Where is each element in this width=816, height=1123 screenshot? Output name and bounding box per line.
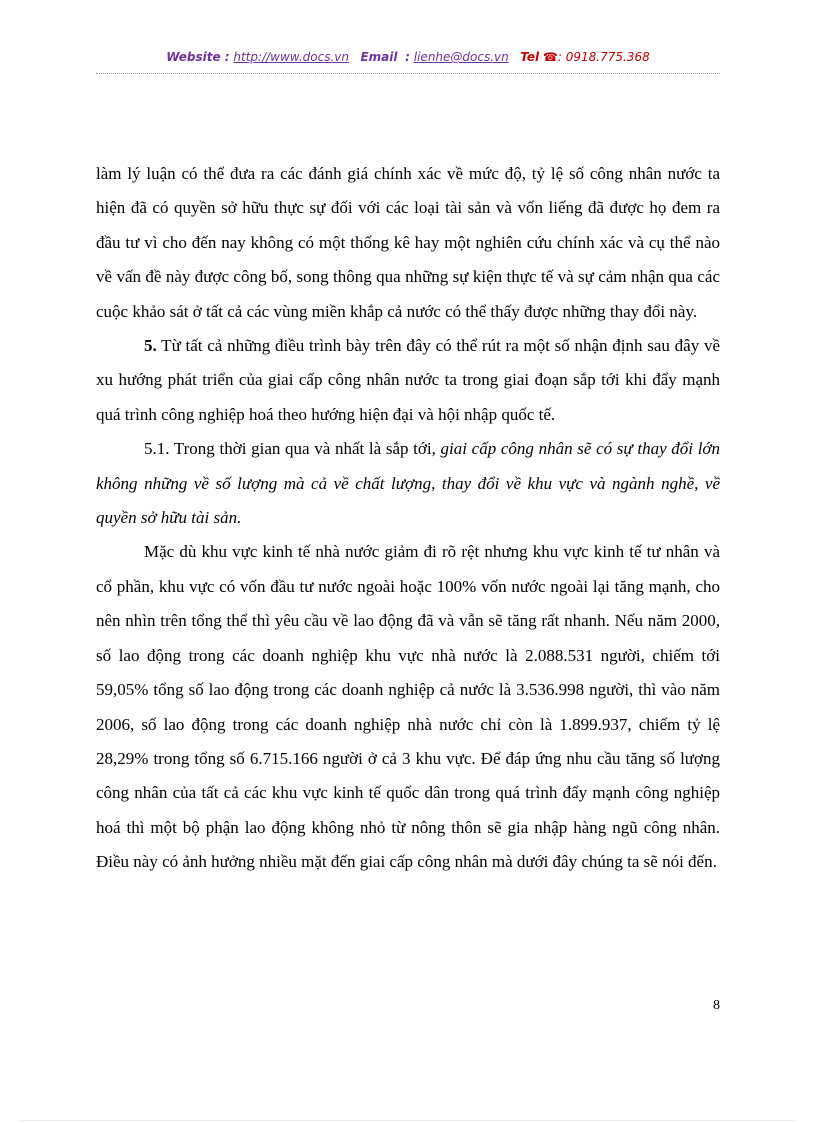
phone-icon: ☎ [542,50,558,64]
paragraph-3-prefix: 5.1. Trong thời gian qua và nhất là sắp tới, [144,439,441,459]
tel-label: Tel [520,50,540,64]
email-separator: : [405,50,410,64]
page-header [96,50,720,64]
paragraph-2 [96,329,720,432]
section-number: 5. [144,336,157,356]
document-body [96,157,720,880]
email-link[interactable]: lienhe@docs.vn [413,50,509,64]
website-link[interactable]: http://www.docs.vn [233,50,349,64]
paragraph-1: làm lý luận có thể đưa ra các đánh giá chính xác về mức độ, tỷ lệ số công nhân nước ta hiện đã có quyền sở hữu thực sự đối với các loại tài sản và vốn liếng đã được họ đem ra đầu tư vì cho đến nay không có một thống kê hay một nghiên cứu chính xác và cụ thể nào về vấn đề này được công bố, song thông qua những sự kiện thực tế và sự cảm nhận qua các cuộc khảo sát ở tất cả các vùng miền khắp cả nước có thể thấy được những thay đổi này. [96,164,720,321]
paragraph-4: Mặc dù khu vực kinh tế nhà nước giảm đi rõ rệt nhưng khu vực kinh tế tư nhân và cổ phần, khu vực có vốn đầu tư nước ngoài hoặc 100% vốn nước ngoài lại tăng mạnh, cho nên nhìn trên tổng thể thì yêu cầu về lao động đã và vẫn sẽ tăng rất nhanh. Nếu năm 2000, số lao động trong các doanh nghiệp khu vực nhà nước là 2.088.531 người, chiếm tới 59,05% tổng số lao động trong các doanh nghiệp cả nước là 3.536.998 người, thì vào năm 2006, số lao động trong các doanh nghiệp nhà nước chỉ còn là 1.899.937, chiếm tỷ lệ 28,29% trong tổng số 6.715.166 người ở cả 3 khu vực. Để đáp ứng nhu cầu tăng số lượng công nhân của tất cả các khu vực kinh tế quốc dân trong quá trình đẩy mạnh công nghiệp hoá thì một bộ phận lao động không nhỏ từ nông thôn sẽ gia nhập hàng ngũ công nhân. Điều này có ảnh hưởng nhiều mặt đến giai cấp công nhân mà dưới đây chúng ta sẽ nói đến. [96,542,720,872]
website-label: Website : [166,50,230,64]
paragraph-3 [96,432,720,535]
email-label: Email [360,50,398,64]
phone-number: : 0918.775.368 [557,50,650,64]
page-number: 8 [713,998,720,1013]
footer-divider [20,1120,796,1121]
paragraph-3-italic: giai cấp công nhân sẽ có sự thay đổi lớn không những về số lượng mà cả về chất lượng, thay đổi về khu vực và ngành nghề, về quyền sở hữu tài sản. [96,439,720,528]
header-divider [96,73,720,74]
paragraph-2-text: Từ tất cả những điều trình bày trên đây có thể rút ra một số nhận định sau đây về xu hướng phát triển của giai cấp công nhân nước ta trong giai đoạn sắp tới khi đẩy mạnh quá trình công nghiệp hoá theo hướng hiện đại và hội nhập quốc tế. [96,336,720,424]
